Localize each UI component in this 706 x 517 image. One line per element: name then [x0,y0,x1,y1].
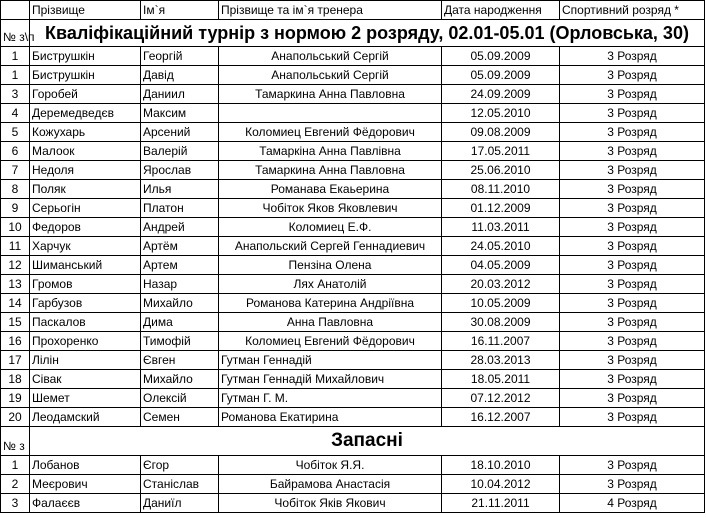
coach-cell: Коломиец Евгений Фёдорович [219,332,442,351]
surname-cell: Гарбузов [30,294,141,313]
table-row [1,389,705,408]
main-title-row [1,20,705,47]
row-number: 2 [1,475,30,494]
row-number: 3 [1,85,30,104]
name-cell: Михайло [141,370,219,389]
rank-cell: 3 Розряд [560,47,705,66]
table-row [1,313,705,332]
rank-cell: 3 Розряд [560,332,705,351]
row-number: 9 [1,199,30,218]
coach-cell: Пензіна Олена [219,256,442,275]
coach-cell: Гутман Геннадій Михайлович [219,370,442,389]
row-number: 7 [1,161,30,180]
surname-cell: Федоров [30,218,141,237]
row-number: 10 [1,218,30,237]
main-number-label: № з\п [1,20,30,47]
name-cell: Даниил [141,85,219,104]
rank-cell: 3 Розряд [560,351,705,370]
rank-cell: 3 Розряд [560,313,705,332]
reserve-number-label: № з [1,427,30,456]
table-row [1,475,705,494]
coach-cell: Романова Екатирина [219,408,442,427]
table-row [1,161,705,180]
birth-date-cell: 05.09.2009 [442,66,560,85]
surname-cell: Сівак [30,370,141,389]
rank-cell: 3 Розряд [560,389,705,408]
surname-cell: Поляк [30,180,141,199]
name-cell: Валерій [141,142,219,161]
header-surname: Прізвище [30,1,141,20]
row-number: 5 [1,123,30,142]
main-section-title: Кваліфікаційний турнір з нормою 2 розряду, 02.01-05.01 (Орловська, 30) [30,20,705,47]
surname-cell: Меєрович [30,475,141,494]
table-row [1,408,705,427]
name-cell: Максим [141,104,219,123]
row-number: 20 [1,408,30,427]
row-number: 3 [1,494,30,513]
surname-cell: Шемет [30,389,141,408]
rank-cell: 3 Розряд [560,408,705,427]
name-cell: Станіслав [141,475,219,494]
surname-cell: Биструшкін [30,47,141,66]
rank-cell: 3 Розряд [560,294,705,313]
name-cell: Артем [141,256,219,275]
birth-date-cell: 30.08.2009 [442,313,560,332]
row-number: 14 [1,294,30,313]
birth-date-cell: 21.11.2011 [442,494,560,513]
rank-cell: 3 Розряд [560,123,705,142]
coach-cell: Анна Павловна [219,313,442,332]
rank-cell: 3 Розряд [560,66,705,85]
birth-date-cell: 05.09.2009 [442,47,560,66]
row-number: 16 [1,332,30,351]
surname-cell: Прохоренко [30,332,141,351]
surname-cell: Кожухарь [30,123,141,142]
birth-date-cell: 12.05.2010 [442,104,560,123]
name-cell: Дима [141,313,219,332]
rank-cell: 3 Розряд [560,142,705,161]
birth-date-cell: 16.11.2007 [442,332,560,351]
table-row [1,123,705,142]
rank-cell: 3 Розряд [560,475,705,494]
rank-cell: 3 Розряд [560,199,705,218]
table-row [1,237,705,256]
row-number: 1 [1,66,30,85]
coach-cell: Чобіток Я.Я. [219,456,442,475]
header-name: Ім`я [141,1,219,20]
coach-cell: Гутман Г. М. [219,389,442,408]
birth-date-cell: 24.05.2010 [442,237,560,256]
table-row [1,199,705,218]
name-cell: Єгор [141,456,219,475]
reserve-title-row [1,427,705,456]
coach-cell: Романова Катерина Андріївна [219,294,442,313]
name-cell: Назар [141,275,219,294]
table-row [1,294,705,313]
surname-cell: Паскалов [30,313,141,332]
coach-cell: Лях Анатолій [219,275,442,294]
birth-date-cell: 28.03.2013 [442,351,560,370]
rank-cell: 3 Розряд [560,275,705,294]
birth-date-cell: 25.06.2010 [442,161,560,180]
coach-cell: Байрамова Анастасія [219,475,442,494]
coach-cell: Чобіток Яков Яковлевич [219,199,442,218]
row-number: 19 [1,389,30,408]
coach-cell: Гутман Геннадій [219,351,442,370]
name-cell: Андрей [141,218,219,237]
rank-cell: 3 Розряд [560,256,705,275]
corner-cell [1,1,30,20]
birth-date-cell: 18.05.2011 [442,370,560,389]
coach-cell: Анапольський Сергій [219,66,442,85]
surname-cell: Лобанов [30,456,141,475]
row-number: 8 [1,180,30,199]
header-birth: Дата народження [442,1,560,20]
name-cell: Олексій [141,389,219,408]
name-cell: Семен [141,408,219,427]
coach-cell: Тамаркина Анна Павловна [219,161,442,180]
table-body [1,1,705,513]
table-row [1,351,705,370]
table-row [1,275,705,294]
coach-cell: Анапольський Сергій [219,47,442,66]
coach-cell: Тамаркіна Анна Павлівна [219,142,442,161]
surname-cell: Харчук [30,237,141,256]
name-cell: Георгій [141,47,219,66]
surname-cell: Деремедведєв [30,104,141,123]
surname-cell: Малоок [30,142,141,161]
birth-date-cell: 08.11.2010 [442,180,560,199]
table-row [1,85,705,104]
coach-cell: Анапольский Сергей Геннадиевич [219,237,442,256]
table-row [1,370,705,389]
rank-cell: 3 Розряд [560,370,705,389]
table-row [1,494,705,513]
surname-cell: Леодамский [30,408,141,427]
birth-date-cell: 20.03.2012 [442,275,560,294]
row-number: 15 [1,313,30,332]
surname-cell: Недоля [30,161,141,180]
header-coach: Прізвище та ім`я тренера [219,1,442,20]
rank-cell: 4 Розряд [560,494,705,513]
rank-cell: 3 Розряд [560,218,705,237]
coach-cell: Романава Екаьерина [219,180,442,199]
name-cell: Платон [141,199,219,218]
table-row [1,256,705,275]
table-row [1,456,705,475]
name-cell: Давід [141,66,219,85]
name-cell: Ярослав [141,161,219,180]
row-number: 12 [1,256,30,275]
row-number: 13 [1,275,30,294]
surname-cell: Лілін [30,351,141,370]
birth-date-cell: 07.12.2012 [442,389,560,408]
coach-cell: Чобіток Яків Якович [219,494,442,513]
birth-date-cell: 01.12.2009 [442,199,560,218]
surname-cell: Громов [30,275,141,294]
surname-cell: Горобей [30,85,141,104]
name-cell: Даниїл [141,494,219,513]
birth-date-cell: 10.05.2009 [442,294,560,313]
row-number: 11 [1,237,30,256]
row-number: 1 [1,47,30,66]
name-cell: Євген [141,351,219,370]
rank-cell: 3 Розряд [560,161,705,180]
row-number: 17 [1,351,30,370]
birth-date-cell: 10.04.2012 [442,475,560,494]
table-row [1,218,705,237]
rank-cell: 3 Розряд [560,104,705,123]
header-rank: Спортивний розряд * [560,1,705,20]
row-number: 6 [1,142,30,161]
coach-cell [219,104,442,123]
surname-cell: Шиманський [30,256,141,275]
name-cell: Илья [141,180,219,199]
rank-cell: 3 Розряд [560,180,705,199]
row-number: 1 [1,456,30,475]
name-cell: Михайло [141,294,219,313]
reserve-section-title: Запасні [30,427,705,456]
table-row [1,142,705,161]
rank-cell: 3 Розряд [560,85,705,104]
rank-cell: 3 Розряд [560,237,705,256]
table-row [1,104,705,123]
surname-cell: Биструшкін [30,66,141,85]
birth-date-cell: 11.03.2011 [442,218,560,237]
table-row [1,180,705,199]
rank-cell: 3 Розряд [560,456,705,475]
name-cell: Арсений [141,123,219,142]
name-cell: Тимофій [141,332,219,351]
table-row [1,66,705,85]
birth-date-cell: 17.05.2011 [442,142,560,161]
coach-cell: Коломиец Евгений Фёдорович [219,123,442,142]
table-row [1,332,705,351]
birth-date-cell: 04.05.2009 [442,256,560,275]
table-row [1,47,705,66]
birth-date-cell: 24.09.2009 [442,85,560,104]
surname-cell: Фалаєєв [30,494,141,513]
coach-cell: Тамаркина Анна Павловна [219,85,442,104]
header-row [1,1,705,20]
birth-date-cell: 16.12.2007 [442,408,560,427]
row-number: 4 [1,104,30,123]
row-number: 18 [1,370,30,389]
name-cell: Артём [141,237,219,256]
birth-date-cell: 18.10.2010 [442,456,560,475]
surname-cell: Серьогін [30,199,141,218]
birth-date-cell: 09.08.2009 [442,123,560,142]
coach-cell: Коломиец Е.Ф. [219,218,442,237]
